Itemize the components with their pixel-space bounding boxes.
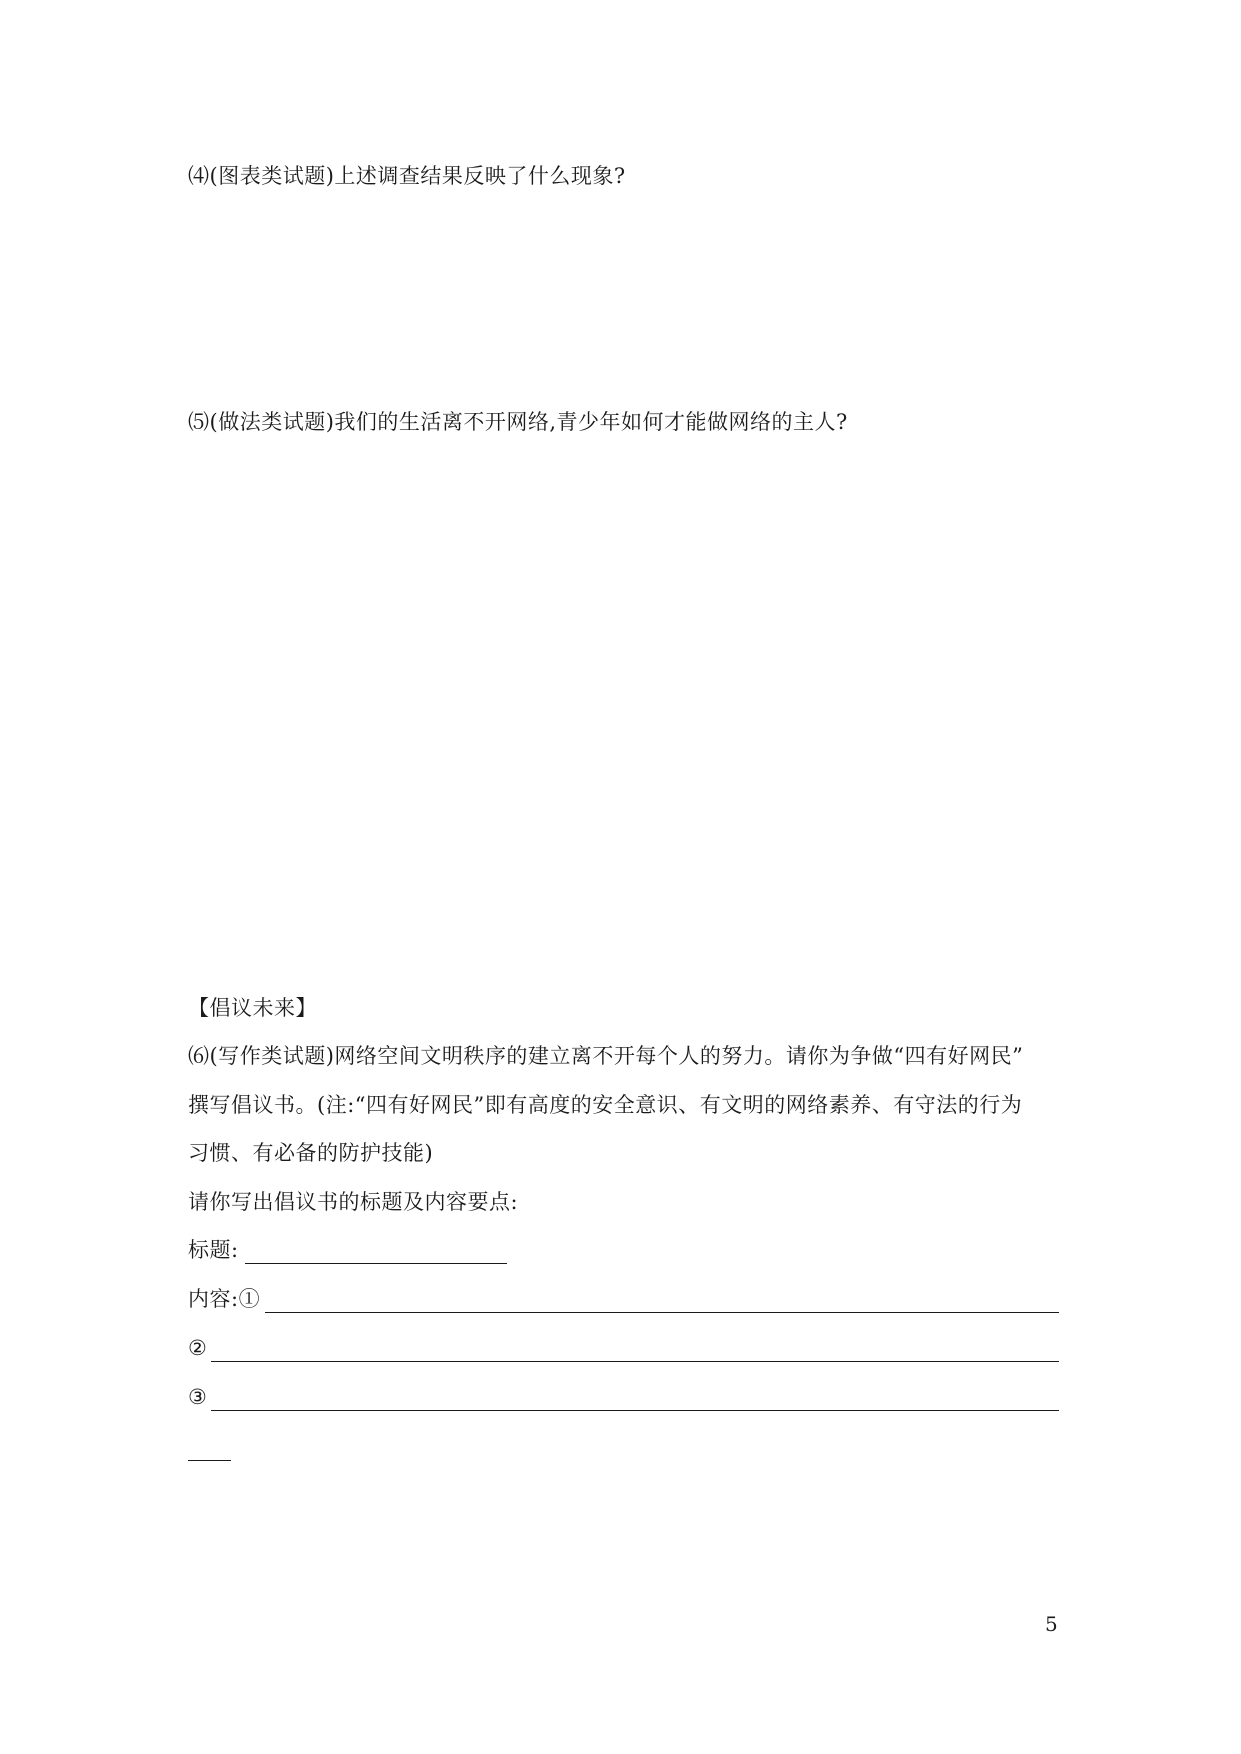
content-answer-blank-1[interactable] [265, 1312, 1059, 1313]
question-6-line-3: 习惯、有必备的防护技能) [188, 1141, 434, 1165]
content-answer-blank-2[interactable] [211, 1361, 1059, 1362]
question-6-line-2: 撰写倡议书。(注:“四有好网民”即有高度的安全意识、有文明的网络素养、有守法的行为 [188, 1093, 1023, 1117]
title-answer-blank[interactable] [245, 1263, 507, 1264]
question-5: ⑸(做法类试题)我们的生活离不开网络,青少年如何才能做网络的主人? [188, 410, 848, 434]
content-label-3: ③ [188, 1385, 208, 1409]
content-label-2: ② [188, 1336, 208, 1360]
section-heading: 【倡议未来】 [188, 996, 317, 1020]
content-label-1: 内容:① [188, 1287, 261, 1311]
question-6-line-1: ⑹(写作类试题)网络空间文明秩序的建立离不开每个人的努力。请你为争做“四有好网民” [188, 1044, 1024, 1068]
content-answer-blank-3[interactable] [211, 1410, 1059, 1411]
page-number: 5 [1045, 1612, 1058, 1636]
content-answer-blank-continuation[interactable] [188, 1460, 231, 1461]
answer-prompt: 请你写出倡议书的标题及内容要点: [188, 1190, 519, 1214]
title-label: 标题: [188, 1238, 239, 1262]
question-4: ⑷(图表类试题)上述调查结果反映了什么现象? [188, 164, 626, 188]
